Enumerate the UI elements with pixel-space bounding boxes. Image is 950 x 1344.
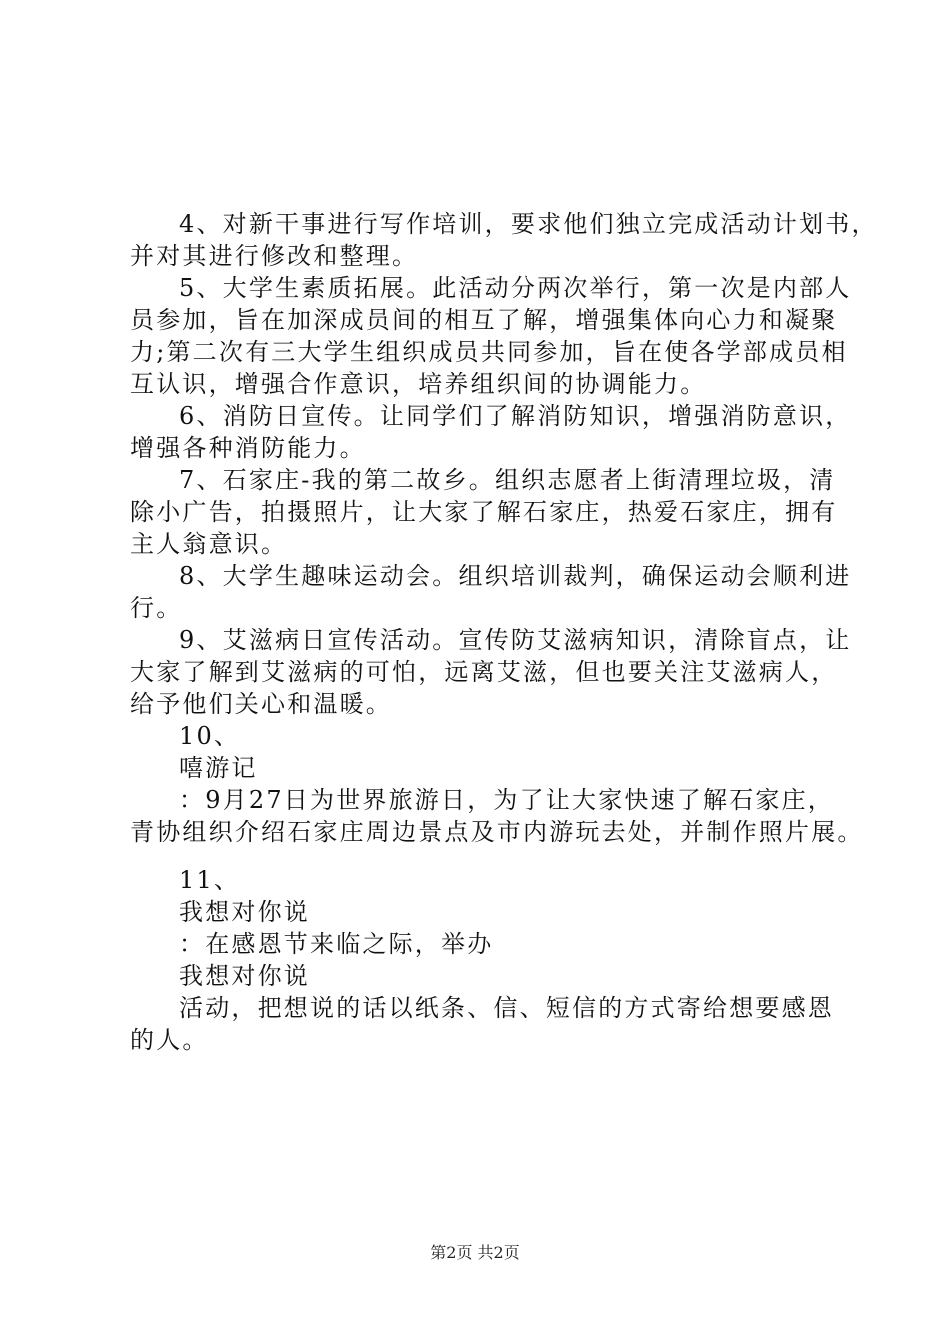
paragraph-8-line-1: 8、大学生趣味运动会。组织培训裁判，确保运动会顺利进	[179, 562, 852, 590]
paragraph-8-line-2: 行。	[130, 594, 183, 622]
page-number-footer: 第2页 共2页	[430, 1243, 520, 1262]
paragraph-5-line-1: 5、大学生素质拓展。此活动分两次举行，第一次是内部人	[179, 274, 852, 302]
paragraph-11-line-3: 的人。	[130, 1026, 209, 1054]
paragraph-9-line-1: 9、艾滋病日宣传活动。宣传防艾滋病知识，清除盲点，让	[179, 626, 852, 654]
paragraph-5-line-2: 员参加，旨在加深成员间的相互了解，增强集体向心力和凝聚	[130, 306, 838, 334]
paragraph-11-title-repeat: 我想对你说	[179, 962, 310, 990]
paragraph-10-line-2: 青协组织介绍石家庄周边景点及市内游玩去处，并制作照片展。	[130, 818, 864, 846]
paragraph-7-line-1: 7、石家庄-我的第二故乡。组织志愿者上街清理垃圾，清	[179, 466, 836, 494]
paragraph-4-line-2: 并对其进行修改和整理。	[130, 242, 419, 270]
paragraph-9-line-3: 给予他们关心和温暖。	[130, 690, 392, 718]
paragraph-7-line-3: 主人翁意识。	[130, 530, 288, 558]
paragraph-10-number: 10、	[179, 722, 241, 750]
paragraph-5-line-4: 互认识，增强合作意识，培养组织间的协调能力。	[130, 370, 707, 398]
paragraph-11-line-2: 活动，把想说的话以纸条、信、短信的方式寄给想要感恩	[179, 994, 834, 1022]
paragraph-10-title: 嘻游记	[179, 754, 258, 782]
paragraph-4-line-1: 4、对新干事进行写作培训，要求他们独立完成活动计划书，	[179, 210, 878, 238]
paragraph-10-line-1: ：9月27日为世界旅游日，为了让大家快速了解石家庄，	[179, 786, 835, 814]
paragraph-5-line-3: 力;第二次有三大学生组织成员共同参加，旨在使各学部成员相	[130, 338, 848, 366]
paragraph-6-line-2: 增强各种消防能力。	[130, 434, 366, 462]
paragraph-7-line-2: 除小广告，拍摄照片，让大家了解石家庄，热爱石家庄，拥有	[130, 498, 838, 526]
paragraph-11-title: 我想对你说	[179, 898, 310, 926]
paragraph-11-number: 11、	[179, 866, 241, 894]
paragraph-6-line-1: 6、消防日宣传。让同学们了解消防知识，增强消防意识，	[179, 402, 852, 430]
paragraph-9-line-2: 大家了解到艾滋病的可怕，远离艾滋，但也要关注艾滋病人，	[130, 658, 838, 686]
paragraph-11-line-1: ：在感恩节来临之际，举办	[179, 930, 494, 958]
